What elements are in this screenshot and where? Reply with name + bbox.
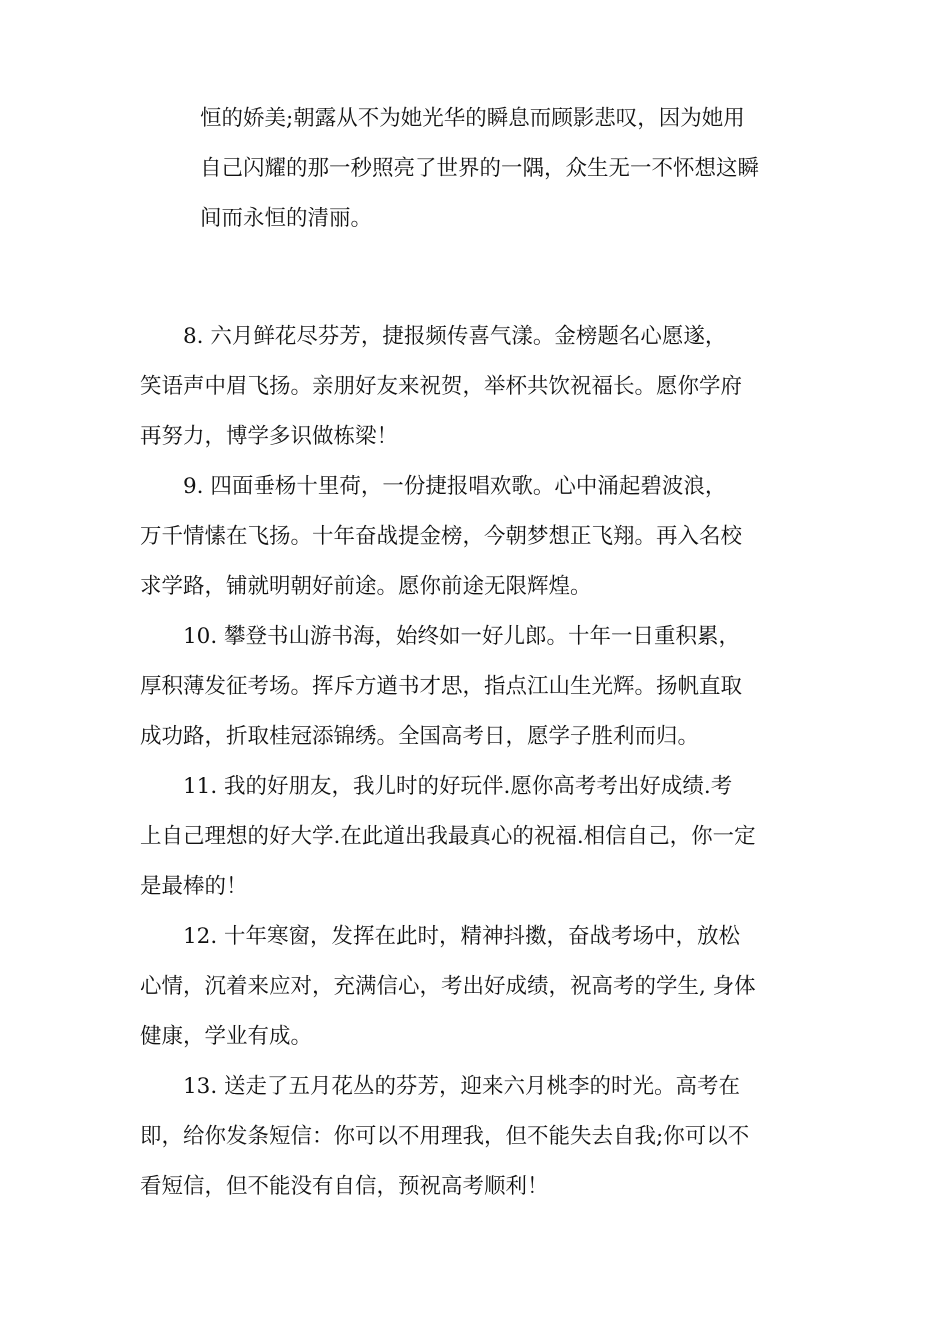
item-line: 健康，学业有成。: [140, 1024, 313, 1049]
item-line: 厚积薄发征考场。挥斥方遒书才思，指点江山生光辉。扬帆直取: [140, 674, 743, 699]
list-item-11: [140, 762, 810, 912]
item-line: 11. 我的好朋友，我儿时的好玩伴.愿你高考考出好成绩.考: [183, 774, 733, 799]
item-line: 再努力，博学多识做栋梁！: [140, 424, 399, 449]
item-line: 9. 四面垂杨十里荷，一份捷报唱欢歌。心中涌起碧波浪，: [183, 474, 727, 499]
item-line: 8. 六月鲜花尽芬芳，捷报频传喜气漾。金榜题名心愿遂，: [183, 324, 727, 349]
item-line: 笑语声中眉飞扬。亲朋好友来祝贺，举杯共饮祝福长。愿你学府: [140, 374, 743, 399]
intro-line: 恒的娇美;朝露从不为她光华的瞬息而顾影悲叹，因为她用: [200, 106, 745, 131]
numbered-list: [140, 312, 810, 1212]
intro-line: 间而永恒的清丽。: [200, 206, 373, 231]
item-line: 万千情愫在飞扬。十年奋战提金榜，今朝梦想正飞翔。再入名校: [140, 524, 743, 549]
item-line: 10. 攀登书山游书海，始终如一好儿郎。十年一日重积累，: [183, 624, 741, 649]
item-line: 12. 十年寒窗，发挥在此时，精神抖擞，奋战考场中，放松: [183, 924, 741, 949]
item-line: 成功路，折取桂冠添锦绣。全国高考日，愿学子胜利而归。: [140, 724, 700, 749]
list-item-12: [140, 912, 810, 1062]
intro-paragraph: [200, 94, 812, 244]
item-line: 即，给你发条短信：你可以不用理我，但不能失去自我;你可以不: [140, 1124, 750, 1149]
list-item-13: [140, 1062, 810, 1212]
item-line: 心情，沉着来应对，充满信心，考出好成绩，祝高考的学生, 身体: [140, 974, 756, 999]
item-line: 上自己理想的好大学.在此道出我最真心的祝福.相信自己，你一定: [140, 824, 756, 849]
list-item-10: [140, 612, 810, 762]
list-item-9: [140, 462, 810, 612]
intro-line: 自己闪耀的那一秒照亮了世界的一隅，众生无一不怀想这瞬: [200, 156, 760, 181]
list-item-8: [140, 312, 810, 462]
item-line: 看短信，但不能没有自信，预祝高考顺利！: [140, 1174, 549, 1199]
item-line: 13. 送走了五月花丛的芬芳，迎来六月桃李的时光。高考在: [183, 1074, 741, 1099]
item-line: 是最棒的！: [140, 874, 248, 899]
item-line: 求学路，铺就明朝好前途。愿你前途无限辉煌。: [140, 574, 592, 599]
